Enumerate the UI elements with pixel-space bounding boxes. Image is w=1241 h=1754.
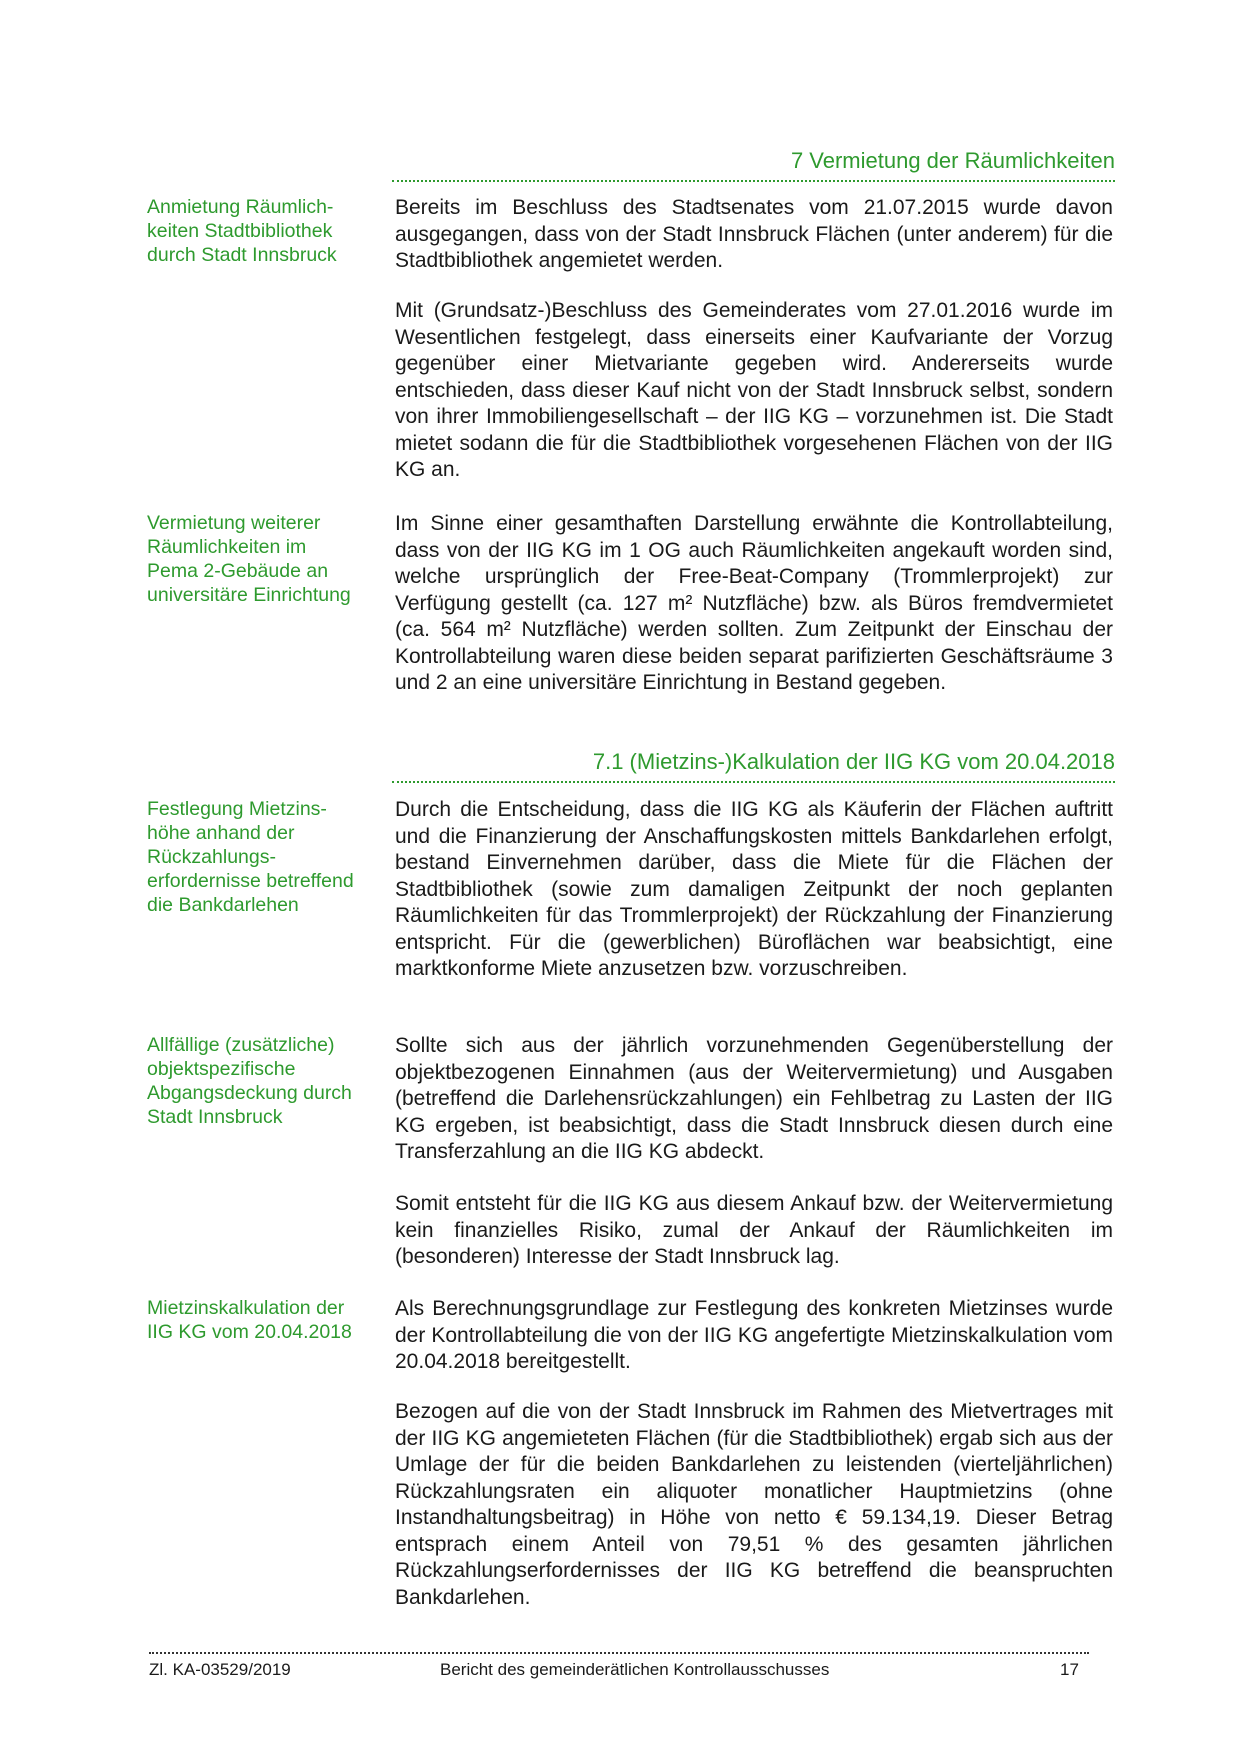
paragraph: Mit (Grundsatz-)Beschluss des Gemeinderates vom 27.01.2016 wurde im Wesentlichen festgelegt, dass einerseits einer Kaufvariante der Vorzug gegenüber einer Mietvariante gegeben wird. Andererseits wurde entschieden, dass dieser Kauf nicht von der Stadt Innsbruck selbst, sondern von ihrer Immobiliengesellschaft – der IIG KG – vorzunehmen ist. Die Stadt mietet sodann die für die Stadtbibliothek vorgesehenen Flächen von der IIG KG an. bbox=[395, 299, 1113, 481]
margin-note: Mietzinskalkulation der IIG KG vom 20.04.2018 bbox=[147, 1297, 352, 1343]
section-heading: 7 Vermietung der Räumlichkeiten bbox=[392, 148, 1115, 182]
paragraph: Bezogen auf die von der Stadt Innsbruck im Rahmen des Mietvertrages mit der IIG KG angemieteten Flächen (für die Stadtbibliothek) ergab sich aus der Umlage der für die beiden Bankdarlehen zu leistenden (vierteljährlichen) Rückzahlungsraten ein aliquoter monatlicher Hauptmietzins (ohne Instandhaltungsbeitrag) in Höhe von netto € 59.134,19. Dieser Betrag entsprach einem Anteil von 79,51 % des gesamten jährlichen Rückzahlungserfordernisses der IIG KG betreffend die beanspruchten Bankdarlehen. bbox=[395, 1400, 1113, 1609]
footer-reference: Zl. KA-03529/2019 bbox=[149, 1660, 291, 1679]
paragraph: Durch die Entscheidung, dass die IIG KG als Käuferin der Flächen auftritt und die Finanzierung der Anschaffungskosten mittels Bankdarlehen erfolgt, bestand Einvernehmen darüber, dass die Miete für die Flächen der Stadtbibliothek (sowie zum damaligen Zeitpunkt der noch geplanten Räumlichkeiten für das Trommlerprojekt) der Rückzahlung der Finanzierung entspricht. Für die (gewerblichen) Büroflächen war beabsichtigt, eine marktkonforme Miete anzusetzen bzw. vorzuschreiben. bbox=[395, 798, 1113, 980]
footer-title: Bericht des gemeinderätlichen Kontrollausschusses bbox=[440, 1660, 830, 1679]
paragraph: Bereits im Beschluss des Stadtsenates vom 21.07.2015 wurde davon ausgegangen, dass von der Stadt Innsbruck Flächen (unter anderem) für die Stadtbibliothek angemietet werden. bbox=[395, 196, 1113, 272]
paragraph: Als Berechnungsgrundlage zur Festlegung des konkreten Mietzinses wurde der Kontrollabteilung die von der IIG KG angefertigte Mietzinskalkulation vom 20.04.2018 bereitgestellt. bbox=[395, 1297, 1113, 1373]
footer-rule bbox=[149, 1652, 1089, 1654]
margin-note: Anmietung Räumlich- keiten Stadtbibliothek durch Stadt Innsbruck bbox=[147, 196, 337, 266]
paragraph: Im Sinne einer gesamthaften Darstellung erwähnte die Kontrollabteilung, dass von der IIG KG im 1 OG auch Räumlichkeiten angekauft worden sind, welche ursprünglich der Free-Beat-Company (Trommlerprojekt) zur Verfügung gestellt (ca. 127 m² Nutzfläche) bzw. als Büros fremdvermietet (ca. 564 m² Nutzfläche) werden sollten. Zum Zeitpunkt der Einschau der Kontrollabteilung waren diese beiden separat parifizierten Geschäftsräume 3 und 2 an eine universitäre Einrichtung in Bestand gegeben. bbox=[395, 512, 1113, 694]
page-number: 17 bbox=[1060, 1660, 1079, 1679]
subsection-heading: 7.1 (Mietzins-)Kalkulation der IIG KG vom 20.04.2018 bbox=[392, 749, 1115, 783]
margin-note: Vermietung weiterer Räumlichkeiten im Pema 2-Gebäude an universitäre Einrichtung bbox=[147, 512, 351, 606]
margin-note: Allfällige (zusätzliche) objektspezifische Abgangsdeckung durch Stadt Innsbruck bbox=[147, 1034, 352, 1128]
paragraph: Somit entsteht für die IIG KG aus diesem Ankauf bzw. der Weitervermietung kein finanzielles Risiko, zumal der Ankauf der Räumlichkeiten im (besonderen) Interesse der Stadt Innsbruck lag. bbox=[395, 1192, 1113, 1268]
margin-note: Festlegung Mietzins- höhe anhand der Rückzahlungs- erfordernisse betreffend die Bankdarlehen bbox=[147, 798, 354, 916]
paragraph: Sollte sich aus der jährlich vorzunehmenden Gegenüberstellung der objektbezogenen Einnahmen (aus der Weitervermietung) und Ausgaben (betreffend die Darlehensrückzahlungen) ein Fehlbetrag zu Lasten der IIG KG ergeben, ist beabsichtigt, dass die Stadt Innsbruck diesen durch eine Transferzahlung an die IIG KG abdeckt. bbox=[395, 1034, 1113, 1163]
